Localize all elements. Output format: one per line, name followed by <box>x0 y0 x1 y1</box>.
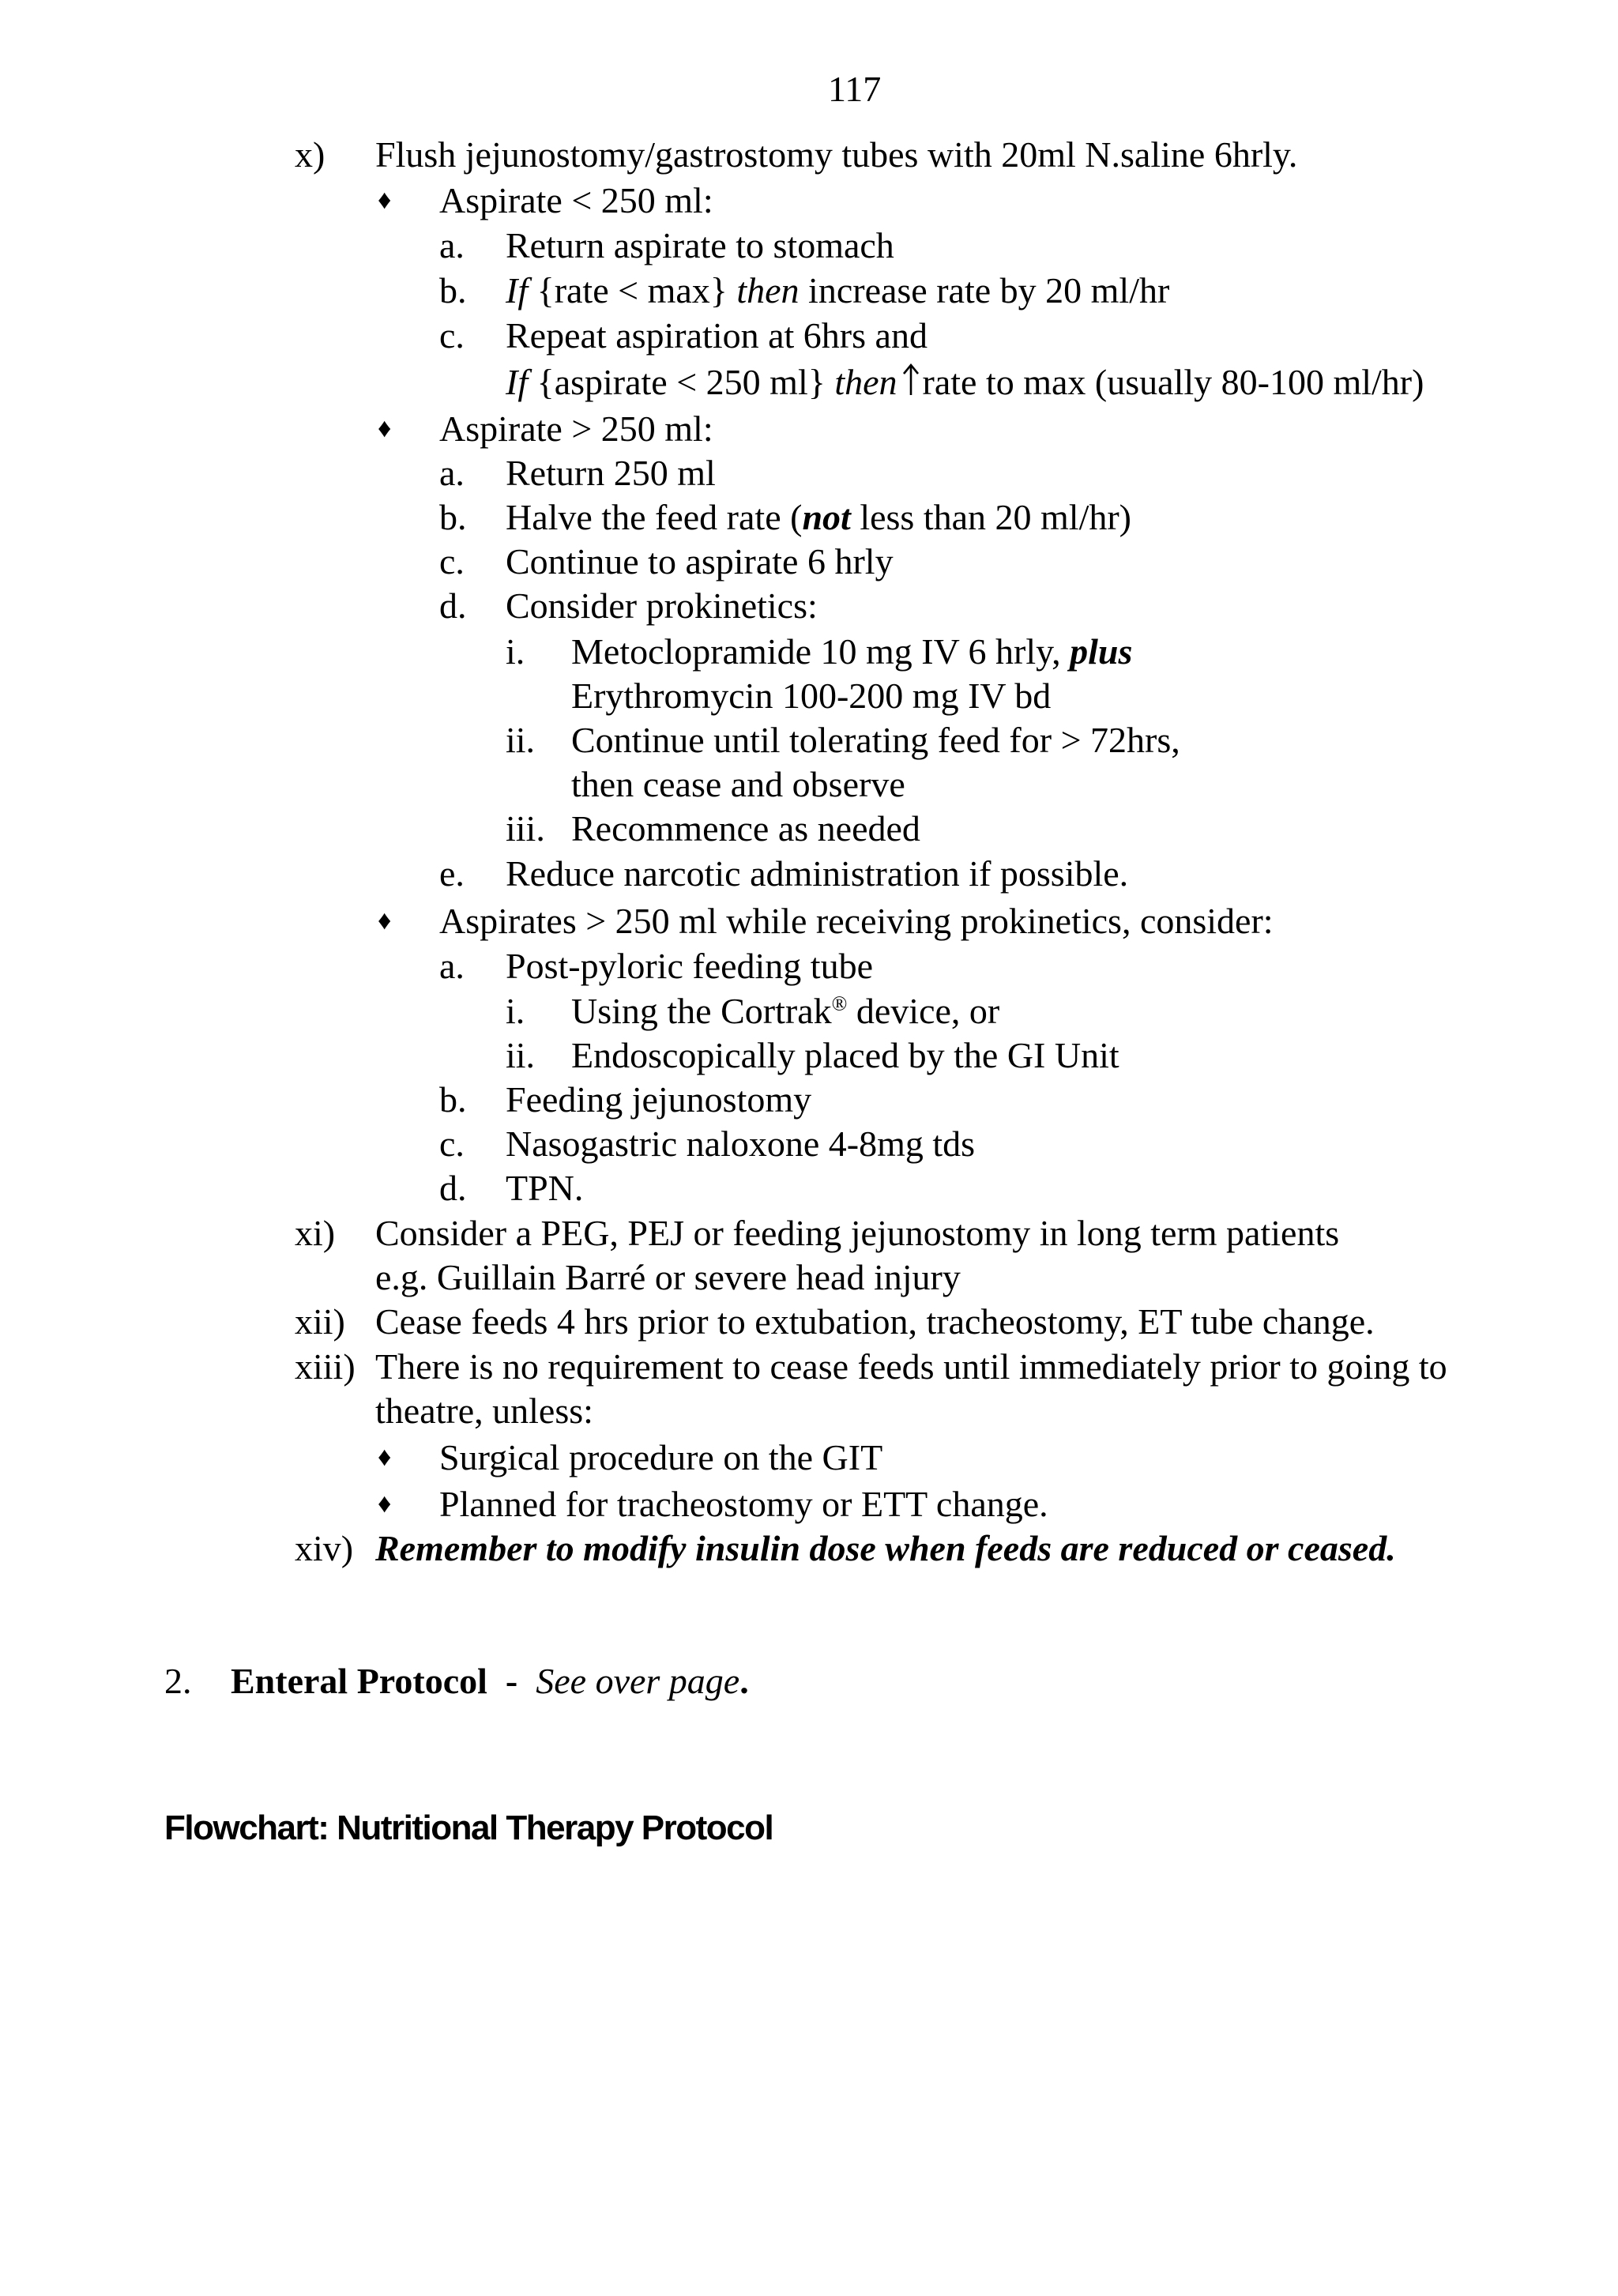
flowchart-title: Flowchart: Nutritional Therapy Protocol <box>164 1809 773 1847</box>
sub-label: d. <box>439 1168 467 1208</box>
item-label: xii) <box>295 1301 345 1342</box>
sub-text: Continue to aspirate 6 hrly <box>506 541 894 582</box>
item-text: There is no requirement to cease feeds until immediately prior to going to <box>375 1346 1447 1387</box>
sub-label: b. <box>439 497 467 537</box>
sub-text <box>506 495 1131 540</box>
sub-label: c. <box>439 1124 465 1164</box>
italic-if: If <box>506 270 529 311</box>
section-number: 2. <box>164 1661 192 1701</box>
item-text: Flush jejunostomy/gastrostomy tubes with 20ml N.saline 6hrly. <box>375 134 1298 175</box>
registered-mark: ® <box>831 992 848 1015</box>
sub-label: d. <box>439 585 467 626</box>
sub-text: Feeding jejunostomy <box>506 1079 812 1120</box>
item-label: xi) <box>295 1213 336 1253</box>
diamond-bullet-icon: ♦ <box>378 906 392 935</box>
bold-italic-not: not <box>802 497 851 537</box>
roman-text: Endoscopically placed by the GI Unit <box>571 1035 1119 1075</box>
bullet-text: Aspirate > 250 ml: <box>439 408 713 449</box>
item-text: e.g. Guillain Barré or severe head injury <box>375 1257 961 1297</box>
sub-text: Nasogastric naloxone 4-8mg tds <box>506 1124 976 1164</box>
page-number: 117 <box>828 69 882 109</box>
sub-text: Consider prokinetics: <box>506 585 818 626</box>
sub-label: e. <box>439 853 465 894</box>
action-text: increase rate by 20 ml/hr <box>799 270 1170 311</box>
sub-text: Return aspirate to stomach <box>506 225 894 265</box>
roman-label: i. <box>506 991 525 1031</box>
roman-text <box>571 630 1132 674</box>
roman-text: Erythromycin 100-200 mg IV bd <box>571 676 1052 716</box>
sub-label: b. <box>439 270 467 311</box>
diamond-bullet-icon: ♦ <box>378 414 392 443</box>
sub-text <box>506 269 1169 313</box>
roman-label: ii. <box>506 720 536 760</box>
text-part: less than 20 ml/hr) <box>850 497 1131 537</box>
italic-if: If <box>506 362 529 402</box>
up-arrow-icon <box>902 362 920 406</box>
roman-text: then cease and observe <box>571 764 905 804</box>
sub-text: Post-pyloric feeding tube <box>506 946 874 986</box>
italic-then: then <box>736 270 800 311</box>
condition-text: {aspirate < 250 ml} <box>528 362 835 402</box>
text-part: Metoclopramide 10 mg IV 6 hrly, <box>571 631 1071 672</box>
bullet-text: Aspirates > 250 ml while receiving prokinetics, consider: <box>439 901 1274 941</box>
section-dash: - <box>487 1661 536 1701</box>
item-text: theatre, unless: <box>375 1391 593 1431</box>
roman-label: ii. <box>506 1035 536 1075</box>
sub-text <box>506 360 1424 406</box>
item-label: x) <box>295 134 325 175</box>
sub-text: TPN. <box>506 1168 584 1208</box>
bullet-text: Surgical procedure on the GIT <box>439 1437 883 1477</box>
sub-label: a. <box>439 946 465 986</box>
sub-label: a. <box>439 225 465 265</box>
action-text: rate to max (usually 80-100 ml/hr) <box>922 362 1424 402</box>
sub-text: Return 250 ml <box>506 453 716 493</box>
text-part: Halve the feed rate ( <box>506 497 803 537</box>
item-text-emphasis: Remember to modify insulin dose when feeds are reduced or ceased. <box>375 1528 1396 1568</box>
item-text: Cease feeds 4 hrs prior to extubation, tracheostomy, ET tube change. <box>375 1301 1375 1342</box>
section-period: . <box>739 1661 749 1701</box>
roman-text <box>571 989 999 1033</box>
roman-text: Recommence as needed <box>571 808 920 849</box>
item-label: xiii) <box>295 1346 356 1387</box>
sub-label: a. <box>439 453 465 493</box>
bullet-text: Aspirate < 250 ml: <box>439 180 713 220</box>
bold-italic-plus: plus <box>1070 631 1133 672</box>
text-part: device, or <box>847 991 1000 1031</box>
diamond-bullet-icon: ♦ <box>378 1443 392 1472</box>
condition-text: {rate < max} <box>528 270 737 311</box>
item-text: Consider a PEG, PEJ or feeding jejunostomy in long term patients <box>375 1213 1340 1253</box>
section-title: Enteral Protocol <box>231 1661 487 1701</box>
diamond-bullet-icon: ♦ <box>378 186 392 215</box>
sub-label: c. <box>439 541 465 582</box>
sub-label: b. <box>439 1079 467 1120</box>
diamond-bullet-icon: ♦ <box>378 1489 392 1519</box>
item-label: xiv) <box>295 1528 354 1568</box>
section-see-note: See over page <box>536 1661 740 1701</box>
sub-label: c. <box>439 315 465 356</box>
sub-text: Repeat aspiration at 6hrs and <box>506 315 928 356</box>
text-part: Using the Cortrak <box>571 991 832 1031</box>
bullet-text: Planned for tracheostomy or ETT change. <box>439 1484 1048 1524</box>
roman-label: i. <box>506 631 525 672</box>
roman-label: iii. <box>506 808 545 849</box>
italic-then: then <box>834 362 897 402</box>
sub-text: Reduce narcotic administration if possible. <box>506 853 1129 894</box>
roman-text: Continue until tolerating feed for > 72hrs, <box>571 720 1180 760</box>
section-heading <box>231 1659 749 1703</box>
